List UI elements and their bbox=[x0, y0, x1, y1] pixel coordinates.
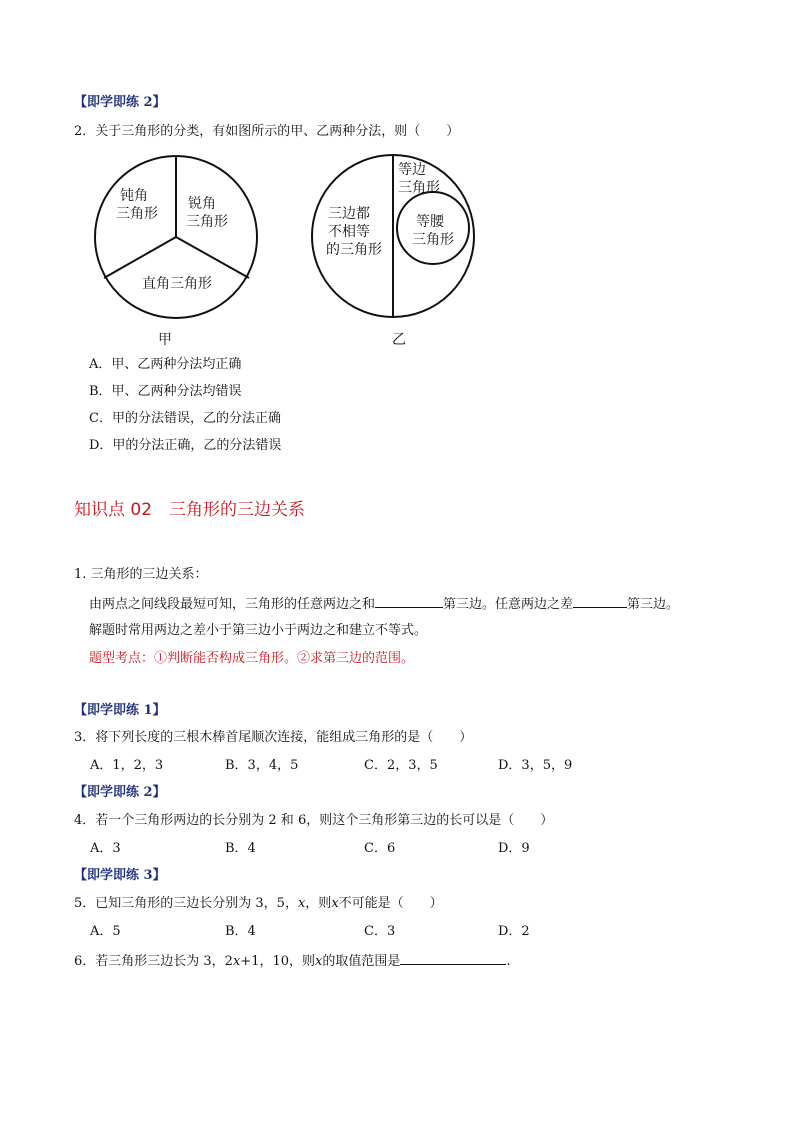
knowledge-line-2: 解题时常用两边之差小于第三边小于两边之和建立不等式。 bbox=[89, 623, 428, 638]
q5-options bbox=[0, 924, 794, 940]
q4-option-d: D．9 bbox=[498, 841, 530, 856]
figure-jia bbox=[95, 156, 257, 348]
q5-option-b: B．4 bbox=[225, 924, 256, 939]
q3-option-a: A．1，2，3 bbox=[90, 758, 164, 773]
knowledge-line-1c: 第三边。 bbox=[627, 597, 680, 612]
figure-yi bbox=[312, 155, 474, 348]
knowledge-point-title: 知识点 02 三角形的三边关系 bbox=[74, 500, 306, 520]
jia-acute-line2: 三角形 bbox=[186, 214, 228, 230]
q5-variable-x: x bbox=[297, 896, 306, 911]
classification-figure bbox=[80, 148, 500, 353]
jia-label: 甲 bbox=[158, 332, 172, 348]
knowledge-line-1b: 第三边。任意两边之差 bbox=[443, 597, 574, 612]
question-6-text bbox=[74, 952, 511, 970]
q3-option-b: B．3，4，5 bbox=[225, 758, 299, 773]
knowledge-hint: 题型考点：①判断能否构成三角形。②求第三边的范围。 bbox=[89, 651, 415, 666]
q6-variable-x2: x bbox=[315, 954, 323, 969]
q4-options bbox=[0, 841, 794, 857]
q5-variable-x2: x bbox=[331, 896, 339, 911]
q6-answer-blank[interactable] bbox=[400, 952, 506, 965]
yi-equilateral-line2: 三角形 bbox=[398, 180, 440, 196]
knowledge-line-1 bbox=[89, 595, 679, 613]
yi-isosceles-line1: 等腰 bbox=[416, 214, 444, 230]
yi-scalene-line1: 三边都 bbox=[328, 206, 370, 222]
q6-part-a: 6．若三角形三边长为 3，2 bbox=[74, 954, 233, 969]
jia-acute-line1: 锐角 bbox=[188, 196, 216, 212]
q2-option-a: A．甲、乙两种分法均正确 bbox=[89, 357, 242, 372]
yi-isosceles-line2: 三角形 bbox=[412, 232, 454, 248]
practice-tag-1: 【即学即练 1】 bbox=[74, 703, 166, 718]
q5-part-c: 不可能是（ ） bbox=[338, 896, 443, 911]
practice-tag-3: 【即学即练 3】 bbox=[74, 868, 166, 883]
knowledge-line-1a: 由两点之间线段最短可知，三角形的任意两边之和 bbox=[89, 597, 376, 612]
q4-option-b: B．4 bbox=[225, 841, 256, 856]
q5-part-b: ，则 bbox=[305, 896, 332, 911]
q3-options bbox=[0, 758, 794, 774]
q5-option-c: C．3 bbox=[364, 924, 396, 939]
yi-label: 乙 bbox=[392, 332, 406, 348]
fill-blank-1[interactable] bbox=[375, 595, 443, 608]
q4-option-a: A．3 bbox=[90, 841, 121, 856]
q6-variable-x: x bbox=[232, 954, 241, 969]
fill-blank-2[interactable] bbox=[573, 595, 627, 608]
q3-option-d: D．3，5，9 bbox=[498, 758, 573, 773]
q5-option-a: A．5 bbox=[90, 924, 121, 939]
q2-option-b: B．甲、乙两种分法均错误 bbox=[89, 384, 242, 399]
practice-tag-2: 【即学即练 2】 bbox=[74, 785, 166, 800]
q4-option-c: C．6 bbox=[364, 841, 396, 856]
q3-option-c: C．2，3，5 bbox=[364, 758, 438, 773]
q2-option-d: D．甲的分法正确，乙的分法错误 bbox=[89, 438, 282, 453]
yi-equilateral-line1: 等边 bbox=[398, 162, 426, 178]
jia-right-label: 直角三角形 bbox=[142, 276, 212, 292]
jia-divider-left bbox=[104, 237, 176, 278]
question-5-text bbox=[74, 896, 443, 912]
yi-scalene-line2: 不相等 bbox=[328, 224, 370, 240]
q6-part-b: +1，10，则 bbox=[240, 954, 316, 969]
q5-option-d: D．2 bbox=[498, 924, 530, 939]
q6-end: . bbox=[506, 954, 511, 969]
practice-tag: 【即学即练 2】 bbox=[74, 95, 166, 110]
question-4-text: 4．若一个三角形两边的长分别为 2 和 6，则这个三角形第三边的长可以是（ ） bbox=[74, 813, 554, 828]
question-2-text: 2．关于三角形的分类，有如图所示的甲、乙两种分法，则（ ） bbox=[74, 124, 460, 139]
jia-obtuse-line1: 钝角 bbox=[120, 188, 148, 204]
q5-part-a: 5．已知三角形的三边长分别为 3，5， bbox=[74, 896, 298, 911]
question-3-text: 3．将下列长度的三根木棒首尾顺次连接，能组成三角形的是（ ） bbox=[74, 730, 473, 745]
knowledge-item-1: 1. 三角形的三边关系： bbox=[74, 567, 208, 582]
q6-part-c: 的取值范围是 bbox=[322, 954, 401, 969]
yi-scalene-line3: 的三角形 bbox=[326, 242, 382, 258]
jia-obtuse-line2: 三角形 bbox=[116, 206, 158, 222]
q2-option-c: C．甲的分法错误，乙的分法正确 bbox=[89, 411, 281, 426]
jia-divider-right bbox=[176, 237, 249, 278]
